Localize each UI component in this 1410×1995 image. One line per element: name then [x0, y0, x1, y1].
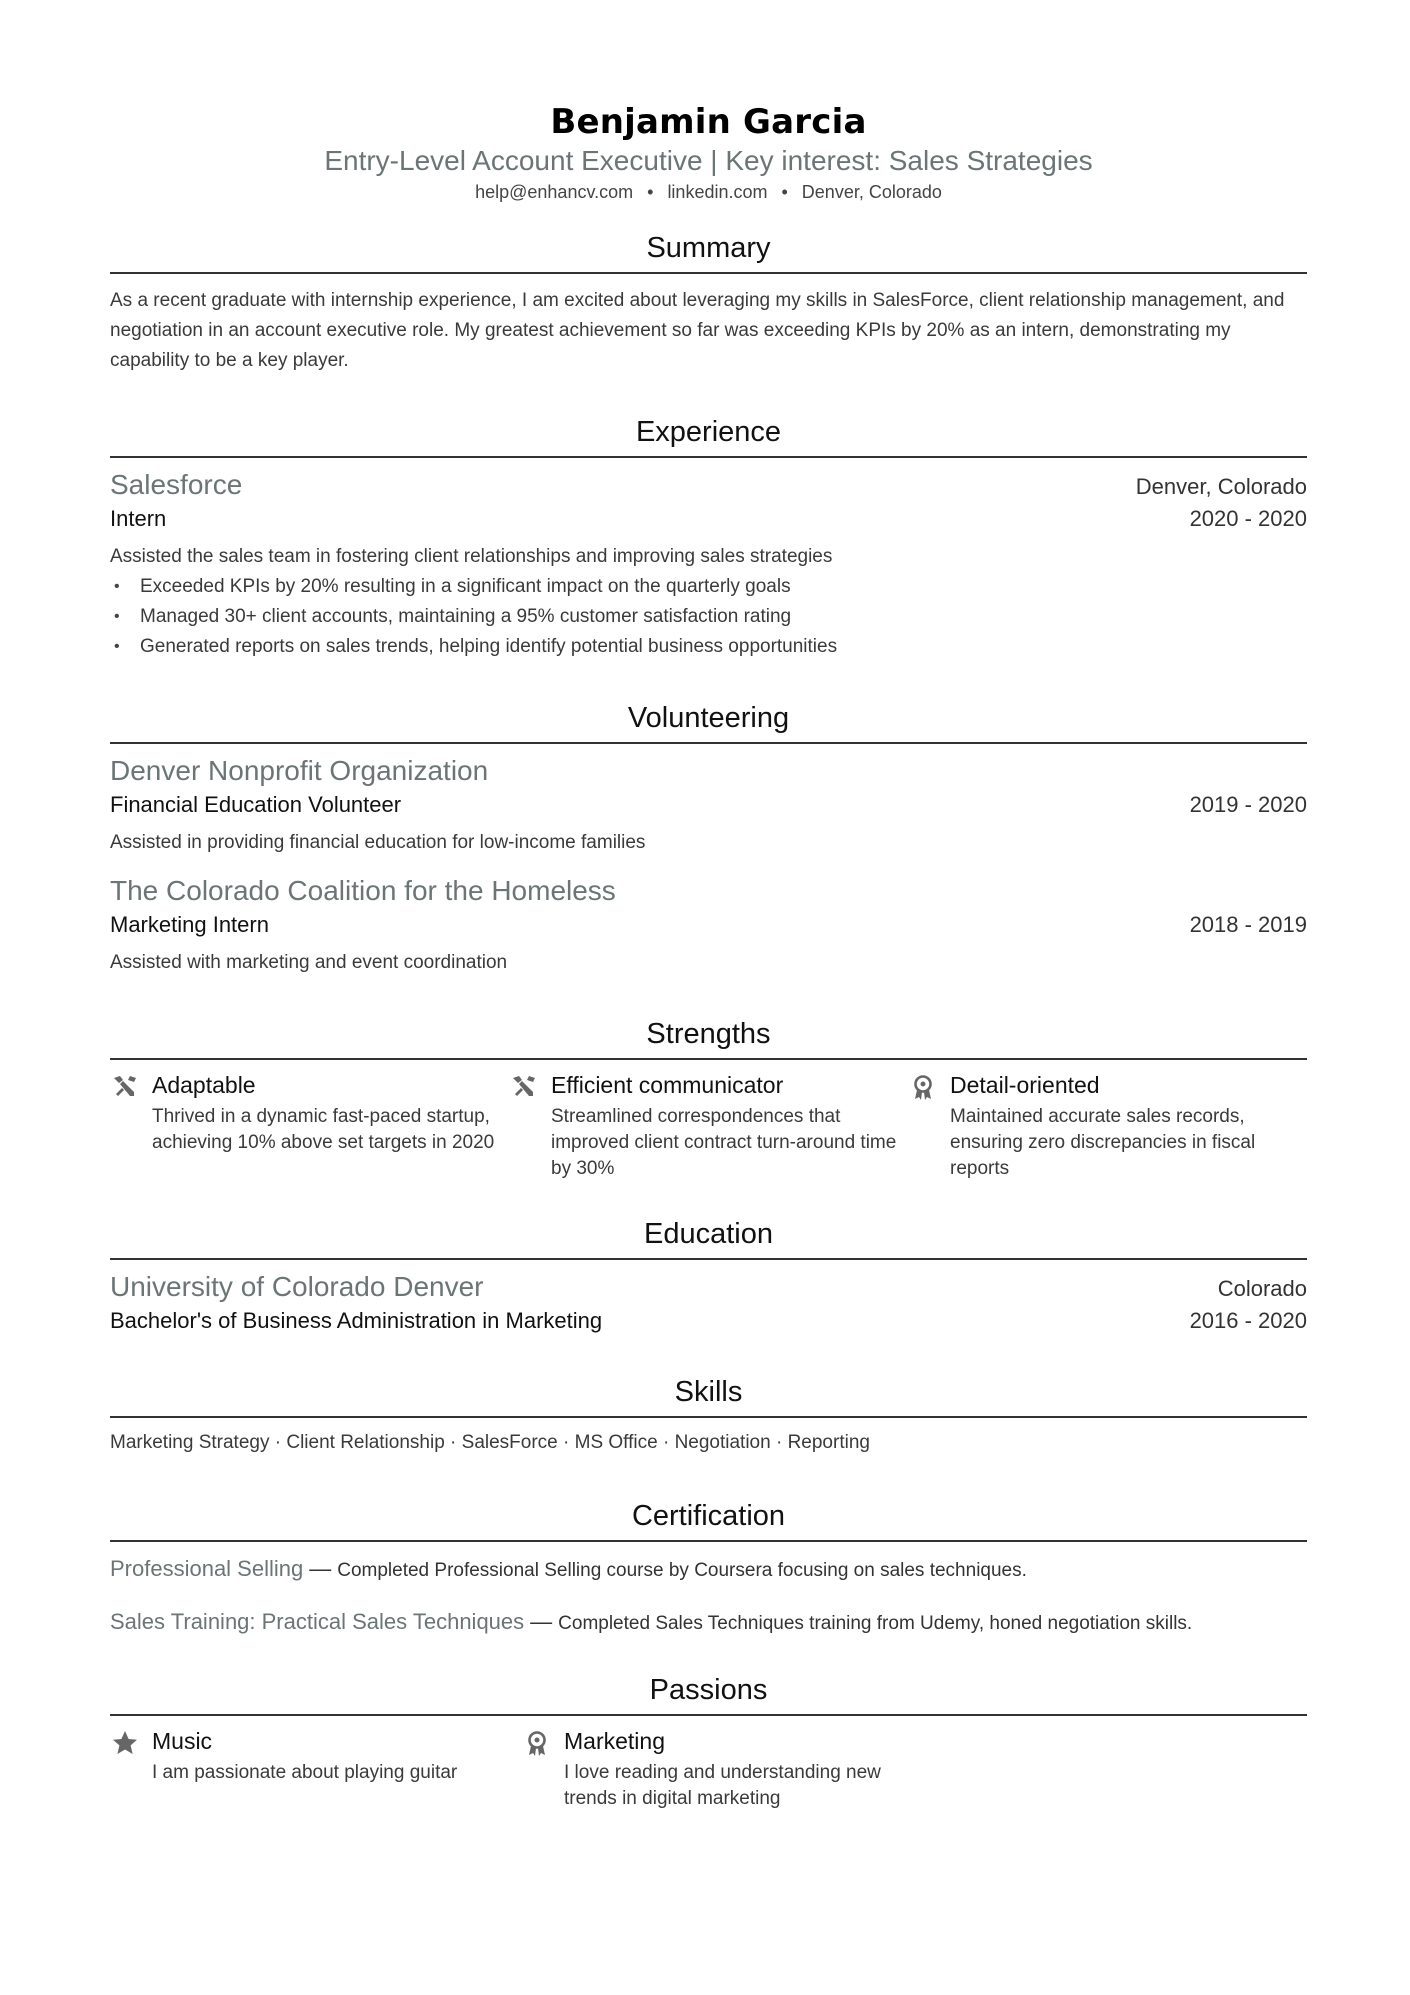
volunteering-role-row [110, 790, 1307, 820]
strength-description: Thrived in a dynamic fast-paced startup, achieving 10% above set targets in 2020 [152, 1106, 495, 1153]
award-ribbon-icon [908, 1070, 950, 1182]
location-text: Denver, Colorado [801, 182, 942, 202]
strengths-section [110, 1016, 1307, 1182]
strength-title: Efficient communicator [551, 1072, 784, 1098]
section-title-volunteering: Volunteering [110, 700, 1307, 744]
award-ribbon-icon [522, 1726, 564, 1812]
experience-bullets [110, 572, 1307, 662]
summary-text: As a recent graduate with internship experience, I am excited about leveraging my skills in SalesForce, client relationship management, and negotiation in an account executive role. My greatest achievement so far was exceeding KPIs by 20% as an intern, demonstrating my capability to be a key player. [110, 290, 1285, 371]
resume-header [110, 0, 1307, 204]
section-title-passions: Passions [110, 1672, 1307, 1716]
headline: Entry-Level Account Executive | Key interest: Sales Strategies [324, 145, 1093, 176]
list-item: • Exceeded KPIs by 20% resulting in a significant impact on the quarterly goals [110, 572, 1307, 602]
education-dates: 2016 - 2020 [1189, 1308, 1307, 1333]
separator-dot: • [647, 182, 654, 202]
volunteering-section [110, 700, 1307, 978]
volunteer-description: Assisted with marketing and event coordination [110, 952, 508, 973]
strength-item [509, 1070, 908, 1182]
organization-name: The Colorado Coalition for the Homeless [110, 875, 616, 906]
school-location: Colorado [1217, 1276, 1307, 1301]
passion-item [522, 1726, 934, 1812]
section-title-education: Education [110, 1216, 1307, 1260]
school-name: University of Colorado Denver [110, 1271, 484, 1302]
certification-item [110, 1605, 1307, 1642]
certification-description: Completed Professional Selling course by Coursera focusing on sales techniques. [337, 1560, 1027, 1581]
volunteering-role-row [110, 910, 1307, 940]
tools-icon [509, 1070, 551, 1182]
section-title-experience: Experience [110, 414, 1307, 458]
strength-title: Adaptable [152, 1072, 256, 1098]
passion-title: Music [152, 1728, 213, 1754]
passions-grid [110, 1726, 1307, 1812]
volunteering-entry [110, 872, 1307, 978]
education-header-row [110, 1268, 1307, 1306]
organization-name: Denver Nonprofit Organization [110, 755, 489, 786]
job-title: Intern [110, 506, 167, 531]
degree: Bachelor's of Business Administration in Marketing [110, 1308, 603, 1333]
experience-entry [110, 466, 1307, 662]
candidate-name: Benjamin Garcia [550, 102, 867, 142]
education-entry [110, 1268, 1307, 1336]
education-degree-row [110, 1306, 1307, 1336]
section-title-strengths: Strengths [110, 1016, 1307, 1060]
star-icon [110, 1726, 152, 1812]
strength-description: Maintained accurate sales records, ensuring zero discrepancies in fiscal reports [950, 1106, 1256, 1179]
certification-item [110, 1552, 1307, 1589]
certification-name: Professional Selling [110, 1556, 304, 1581]
volunteer-description: Assisted in providing financial education for low-income families [110, 832, 646, 853]
tools-icon [110, 1070, 152, 1182]
experience-location: Denver, Colorado [1135, 474, 1307, 499]
passion-item [110, 1726, 522, 1812]
certification-description: Completed Sales Techniques training from Udemy, honed negotiation skills. [558, 1613, 1193, 1634]
section-title-summary: Summary [110, 230, 1307, 274]
list-item: • Generated reports on sales trends, helping identify potential business opportunities [110, 632, 1307, 662]
dash-separator: — [530, 1609, 553, 1634]
passion-description: I love reading and understanding new trends in digital marketing [564, 1762, 881, 1809]
experience-description: Assisted the sales team in fostering client relationships and improving sales strategies [110, 546, 833, 567]
volunteer-dates: 2018 - 2019 [1189, 912, 1307, 937]
email-link[interactable]: help@enhancv.com [475, 182, 634, 202]
experience-dates: 2020 - 2020 [1189, 506, 1307, 531]
certification-name: Sales Training: Practical Sales Techniques [110, 1609, 525, 1634]
section-title-skills: Skills [110, 1374, 1307, 1418]
experience-role-row [110, 504, 1307, 534]
volunteer-dates: 2019 - 2020 [1189, 792, 1307, 817]
strength-description: Streamlined correspondences that improved client contract turn-around time by 30% [551, 1106, 897, 1179]
certification-section [110, 1498, 1307, 1642]
strengths-grid [110, 1070, 1307, 1182]
experience-header-row [110, 466, 1307, 504]
strength-item [908, 1070, 1307, 1182]
resume-page [110, 0, 1307, 1812]
company-name: Salesforce [110, 469, 243, 500]
passion-title: Marketing [564, 1728, 665, 1754]
skills-section [110, 1374, 1307, 1458]
education-section [110, 1216, 1307, 1336]
volunteer-role: Marketing Intern [110, 912, 269, 937]
skills-list: Marketing Strategy · Client Relationship · SalesForce · MS Office · Negotiation · Reporting [110, 1432, 870, 1453]
separator-dot: • [781, 182, 788, 202]
strength-title: Detail-oriented [950, 1072, 1100, 1098]
dash-separator: — [309, 1556, 332, 1581]
passion-description: I am passionate about playing guitar [152, 1762, 458, 1783]
section-title-certification: Certification [110, 1498, 1307, 1542]
passions-section [110, 1672, 1307, 1812]
volunteering-entry [110, 752, 1307, 858]
linkedin-link[interactable]: linkedin.com [667, 182, 768, 202]
list-item: • Managed 30+ client accounts, maintaining a 95% customer satisfaction rating [110, 602, 1307, 632]
contact-line [110, 180, 1307, 204]
experience-section [110, 414, 1307, 662]
strength-item [110, 1070, 509, 1182]
summary-section [110, 230, 1307, 376]
volunteer-role: Financial Education Volunteer [110, 792, 402, 817]
